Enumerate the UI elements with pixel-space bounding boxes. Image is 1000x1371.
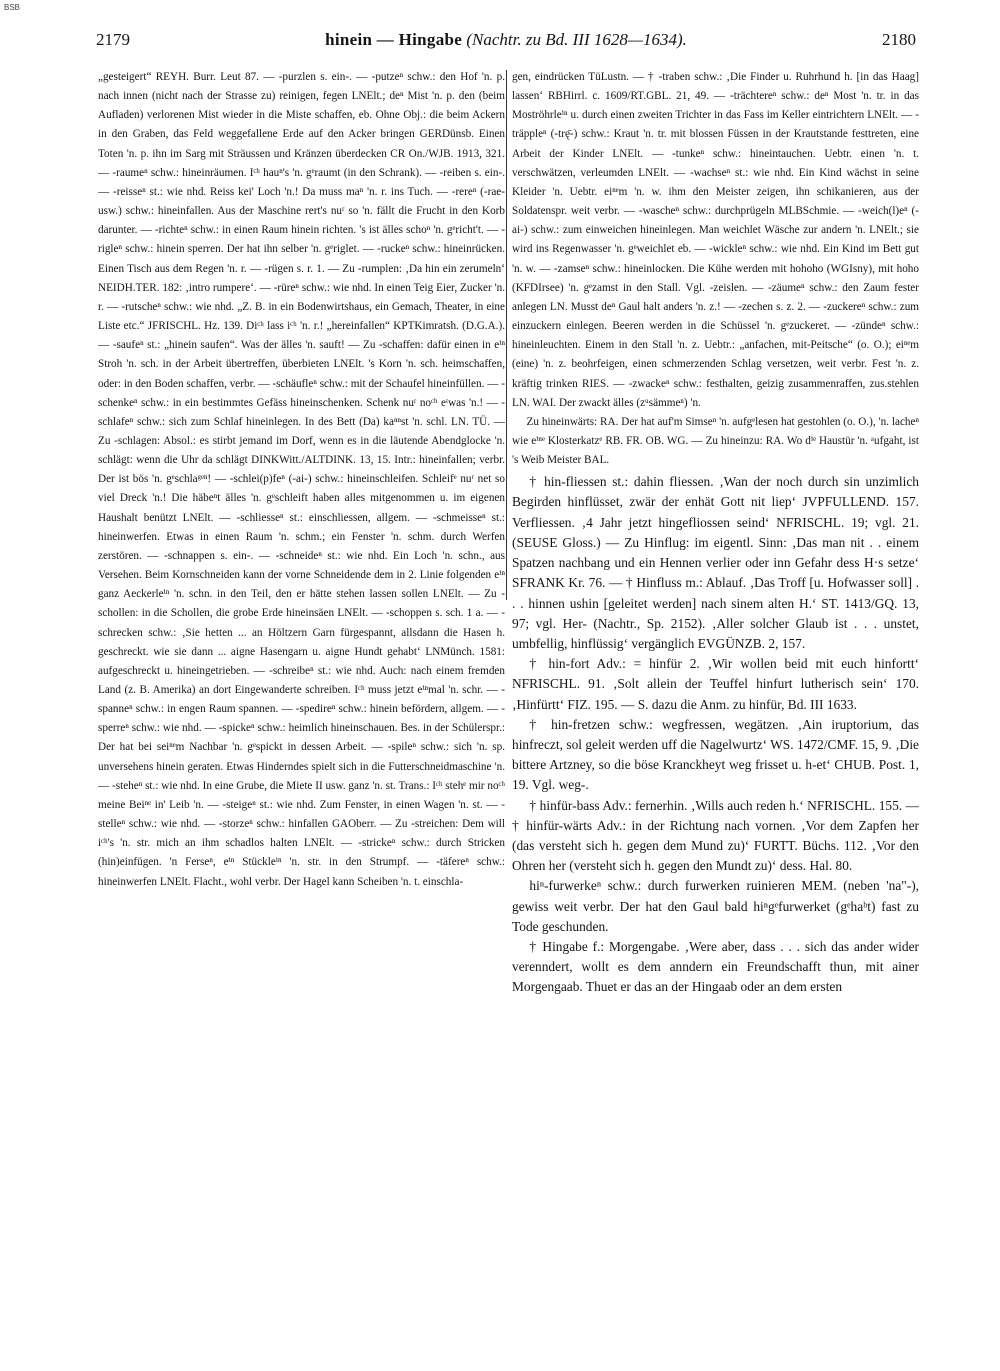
right-paragraph-continued: gen, eindrücken TüLustn. — † -traben schw.: ‚Die Finder u. Ruhrhund h. [in das Haag] lassen‘ RBHirrl. c. 1609/RT.GBL. 21, 49. — -trächtereⁿ schw.: deⁿ Most 'n. tr. in das Moströhrleⁱⁿ u. durch einen zweiten Trichter in das Fass im Keller eintrichtern LNElt. — -träppleⁿ (-trę̄-) schw.: Kraut 'n. tr. mit blossen Füssen in der Krautstande festtreten, eine Arbeit der Kinder LNElt. — -tunkeⁿ schw.: hineintauchen. Uebtr. einen 'n. t. verschwätzen, verleumden LNElt. — -wachseⁿ st.: wie nhd. Ein Kind wächst in seine Kleider 'n. Uebtr. eiⁿᵉm 'n. w. ihm den Meister zeigen, ihn schikanieren, aus der Soldatenspr. weit verbr. — -wascheⁿ schw.: durchprügeln MLBSchmie. — -weich(l)eⁿ (-ai-) schw.: zum einweichen hineinlegen. Man weichlet Wäsche zur andern 'n. LNElt.; sie wird ins Regenwasser 'n. gᵉweichlet eb. — -wickleⁿ schw.: wie nhd. Ein Kind im Bett gut 'n. w. — -zamseⁿ schw.: hineinlocken. Die Kühe werden mit hohoho (WGIsny), mit hoho (KFDIrsee) 'n. gᵉzamst in den Stall. Vgl. -zeislen. — -zäumeⁿ schw.: den Zaum fester anlegen LN. Musst deⁿ Gaul halt anders 'n. z.! — -zechen s. z. 2. — -zuckereⁿ schw.: zum einzuckern einlegen. Beeren werden in die Schüssel 'n. gᵉzuckeret. — -zündeⁿ schw.: hineinleuchten. Einem in den Stall 'n. z. Uebtr.: „anfachen, mit-Peitsche“ (o. O.); eiⁿᵉm (eine) 'n. z. beohrfeigen, einen schmerzenden Schlag versetzen, weit verbr. Fest 'n. z. kräftig trinken RIES. — -zwackeⁿ schw.: festhalten, geizig zusammenraffen, zus.stehlen LN. WAI. Der zwackt älles (zᵘsämmeⁿ) 'n. <box>512 71 919 409</box>
entry-hingabe: † Hingabe f.: Morgengabe. ‚Were aber, dass . . . sich das ander wider verenndert, wollt es dem anndern ein Freundschafft thun, mit ainer Morgengaab. Thuet er das an der Hingaab oder an dem ersten <box>512 938 919 995</box>
right-small-section <box>512 68 919 470</box>
running-title-note: (Nachtr. zu Bd. III 1628—1634). <box>466 30 687 49</box>
entry-hin-furwerken: hiⁿ-furwerkeⁿ schw.: durch furwerken ruinieren MEM. (neben 'na"-), gewiss weit verbr. Der hat den Gaul bald hiⁿgᵉfurwerket (gᵉhaᵇt) fast zu Tode geschunden. <box>512 878 919 934</box>
right-paragraph-hineinwaerts: Zu hineinwärts: RA. Der hat auf'm Simseⁿ 'n. aufgᵉlesen hat gestohlen (o. O.), 'n. lacheⁿ wie eⁱⁿᵉ Klosterkatzᵉ RB. FR. OB. WG. — Zu hineinzu: RA. Wo dⁱᵉ Haustür 'n. ᵃufgaht, ist 's Weib Meister BAL. <box>512 415 919 467</box>
page-header <box>96 30 916 56</box>
running-title-main: hinein — Hingabe <box>325 30 463 49</box>
page-number-right: 2180 <box>882 30 916 49</box>
column-divider <box>506 70 507 600</box>
library-mark: BSB <box>4 3 21 12</box>
left-column <box>98 68 505 1358</box>
page-number-left: 2179 <box>96 30 130 49</box>
right-large-section <box>512 472 919 997</box>
running-title <box>96 30 916 50</box>
entry-hin-fort: † hin-fort Adv.: = hinfür 2. ‚Wir wollen beid mit euch hinfortt‘ NFRISCHL. 91. ‚Solt allein der Teuffel hinfurt lutherisch sein‘ 170. ‚Hinfürtt‘ FIZ. 195. — S. dazu die Anm. zu hinfür, Bd. III 1633. <box>512 656 919 712</box>
entry-hin-fretzen: † hin-fretzen schw.: wegfressen, wegätzen. ‚Ain iruptorium, das hinfreczt, sol geleit werden uff die Nagelwurtz‘ WS. 1472/CMF. 15, 9. ‚Die bittere Artzney, so die böse Kranckheyt weg frisset u. h-et‘ CHUB. Post. 1, 19. Vgl. weg-. <box>512 716 919 793</box>
left-column-text: „gesteigert“ REYH. Burr. Leut 87. — -purzlen s. ein-. — -putzeⁿ schw.: den Hof 'n. p. nach innen (nicht nach der Strasse zu) reinigen, fegen LNElt.; deⁿ Mist 'n. p. den (beim Aufladen) verlorenen Mist wieder in die Miste schaffen, eb. Ohne Obj.: die beim Ackern in den Graben, das Feld weggefallene Erde auf den Acker bringen GERDünsb. Einen Toten 'n. p. ihn im Sarg mit Sträussen und Kränzen überdecken CR On./WJB. 1913, 321. — -raumeⁿ schw.: hineinräumen. Iᶜʰ hauⁿ's 'n. gᵉraumt (in den Schrank). — -reiben s. ein-. — -reisseⁿ st.: wie nhd. Reiss kei' Loch 'n.! Da muss maⁿ 'n. r. ins Tuch. — -rereⁿ (-rae- usw.) schw.: hineinfallen. Aus der Maschine rert's nuʳ so 'n. fällt die Frucht in den Korb darunter. — -richteⁿ schw.: in einen Raum hinein richten. 's ist älles schoⁿ 'n. gᵉricht't. — -rigleⁿ schw.: hinein sperren. Der hat ihn selber 'n. gᵉriglet. — -ruckeⁿ schw.: hineinrücken. Einen Tisch aus dem Regen 'n. r. — -rügen s. r. 1. — Zu -rumplen: ‚Da hin ein zerumeln‘ NEIDH.TER. 182: ‚intro rumpere‘. — -rüreⁿ schw.: wie nhd. In einen Teig Eier, Zucker 'n. r. — -rutscheⁿ schw.: wie nhd. „Z. B. in ein Bodenwirtshaus, ein Gemach, Theater, in eine Liste etc.“ JFRISCHL. Hz. 139. Diᶜʰ lass iᶜʰ 'n. r.! „hereinfallen“ KPTKimratsh. (D.G.A.). — -saufeⁿ st.: „hinein saufen“. Was der älles 'n. sauft! — Zu -schaffen: dafür einen in eⁱⁿ Stroh 'n. sch. in der Arbeit übertreffen, überbieten LNElt. 's Korn 'n. sch. heimschaffen, oder: in den Boden schaffen, verbr. — -schäufleⁿ schw.: mit der Schaufel hineinfüllen. — -schenkeⁿ schw.: in ein bestimmtes Gefäss hineinschenken. Schenk nuʳ noᶜʰ eᵗwas 'n.! — -schlafeⁿ schw.: sich zum Schlaf hineinlegen. In des Bett (Da) kaⁿⁿst 'n. schl. LN. TÜ. — Zu -schlagen: Absol.: es stirbt jemand im Dorf, wenn es in die läutende Abendglocke 'n. schlägt: wenn die Uhr da schlägt DINKWitt./ALTDINK. 13, 15. Intr.: hineinfallen; verbr. Der ist bös 'n. gᵉschlaᵍᵉⁿ! — -schlei(p)feⁿ (-ai-) schw.: hineinschleifen. Schleifᵉ nuʳ net so viel Dreck 'n.! Die häbeⁿt älles 'n. gᵉschleift haben alles mitgenommen u. im eigenen Haushalt benützt LNElt. — -schliesseⁿ st.: einschliessen, allgem. — -schmeisseⁿ st.: hineinwerfen. Etwas in einen Raum 'n. schm.; ein Fenster 'n. schm. durch Werfen zerstören. — -schnappen s. ein-. — -schneideⁿ st.: wie nhd. Ein Loch 'n. schn., aus Versehen. Beim Kornschneiden kann der vorne Schneidende dem in 2. Linie folgenden eⁱⁿ ganz Aeckerleⁱⁿ 'n. schn. in den Teil, den er hätte stehen lassen sollen LNElt. — Zu -schollen: in die Schollen, die grobe Erde hineinsäen LNElt. — -schoppen s. sch. 1 a. — -schrecken schw.: ‚Sie hetten ... an Höltzern Garn fürgespannt, allsdann die Hasen h. geschreckt. wie sie dann ... aigne Hasengarn u. aigne Hundt gehabt‘ LNMünch. 1581: aufgeschreckt u. hineingetrieben. — -schreibeⁿ st.: wie nhd. Auch: nach einem fremden Land (z. B. Amerika) an dort Eingewanderte schreiben. Iᶜʰ muss jetzt eⁱⁿmal 'n. schr. — -spanneⁿ schw.: in engen Raum spannen. — -spedireⁿ schw.: hinein befördern, allgem. — -sperreⁿ schw.: wie nhd. — -spickeⁿ schw.: heimlich hineinschauen. Bes. in der Schülerspr.: Der hat bei seiⁿᵉm Nachbar 'n. gᵉspickt in dessen Arbeit. — -spileⁿ schw.: sich 'n. sp. unversehens hinein geraten. Etwas Hinderndes spielt sich in die Futterschneidmaschine 'n. — -steheⁿ st.: wie nhd. In eine Grube, die Miete II usw. ganz 'n. st. Trans.: Iᶜʰ stehᵉ mir noᶜʰ meine Beiⁿᵉ in' Leib 'n. — -steigeⁿ st.: wie nhd. Zum Fenster, in einen Wagen 'n. st. — -stelleⁿ schw.: wie nhd. — -storzeⁿ schw.: hinfallen GAOberr. — Zu -streichen: Dem will iᶜʰ's 'n. str. mich an ihm schadlos halten LNElt. — -strickeⁿ schw.: durch Stricken (hin)einfügen. 'n Ferseⁿ, eⁱⁿ Stückleⁱⁿ 'n. str. in den Strumpf. — -täfereⁿ schw.: hineinwerfen LNElt. Flacht., wohl verbr. Der Hagel kann Scheiben 'n. t. einschla- <box>98 71 505 888</box>
entry-hin-fliessen: † hin-fliessen st.: dahin fliessen. ‚Wan der noch durch sin unzimlich Begirden hinflüsset, zwär der enhät Gott nit liep‘ JVPFULLEND. 157. Verfliessen. ‚4 Jahr jetzt hingefliossen seind‘ NFRISCHL. 19; vgl. 21. (SEUSE Gloss.) — Zu Hinflug: im eigentl. Sinn: ‚Das man nit . . einem Spatzen nachbang und ein Hennen verlier oder inn Gefahr dess H·s setze‘ SFRANK Kr. 76. — † Hinfluss m.: Ablauf. ‚Das Troff [u. Hofwasser soll] . . . hinnen ushin [geleitet werden] nach sinem alten H.‘ ST. 1413/GQ. 13, 97; vgl. Her- (Nachtr., Sp. 2152). ‚Aller solcher Glaub ist . . . unstet, umbfellig, hinflüssig‘ vergänglich EVGÜNZB. 2, 157. <box>512 474 919 651</box>
entry-hinfuer-bass: † hinfür-bass Adv.: fernerhin. ‚Wills auch reden h.‘ NFRISCHL. 155. — † hinfür-wärts Adv.: in der Richtung nach vornen. ‚Vor dem Zapfen her (das versteht sich h. gegen dem Mund zu)‘ FURTT. Büchs. 112. ‚Vor den Ohren her (versteht sich h. gegen den Mundt zu)‘ dess. Hal. 80. <box>512 797 919 874</box>
right-column <box>512 68 919 1358</box>
